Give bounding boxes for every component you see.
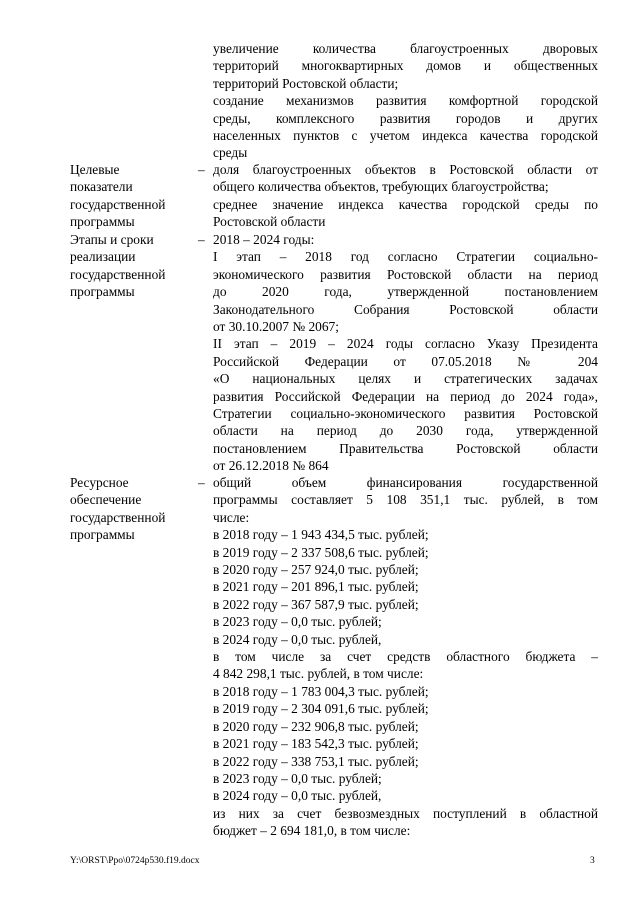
text-line: в 2022 году – 367 587,9 тыс. рублей; bbox=[213, 596, 419, 612]
text-line: Ростовской области bbox=[213, 214, 326, 230]
text-line: 2018 – 2024 годы: bbox=[213, 232, 315, 247]
text-line: до 2020 года, утвержденной постановлением bbox=[213, 284, 598, 300]
text-line: II этап – 2019 – 2024 годы согласно Указу Президента bbox=[213, 336, 598, 352]
section-dash: – bbox=[198, 232, 205, 247]
section-label: Этапы и сроки реализации государственной программы bbox=[70, 232, 166, 300]
text-line: населенных пунктов с учетом индекса качества городской bbox=[213, 128, 598, 144]
text-line: развития Российской Федерации на период до 2024 года», bbox=[213, 388, 598, 404]
text-line: увеличение количества благоустроенных дворовых bbox=[213, 41, 598, 56]
text-line: в 2018 году – 1 783 004,3 тыс. рублей; bbox=[213, 683, 429, 699]
text-line: «О национальных целях и стратегических задачах bbox=[213, 371, 598, 387]
section-label: Целевые показатели государственной программы bbox=[70, 162, 166, 230]
section-text bbox=[213, 161, 598, 231]
text-line: общий объем финансирования государственной bbox=[213, 475, 598, 490]
text-line: Законодательного Собрания Ростовской области bbox=[213, 301, 598, 317]
text-line: числе: bbox=[213, 509, 250, 525]
text-line: в 2023 году – 0,0 тыс. рублей; bbox=[213, 770, 382, 786]
section-dash: – bbox=[198, 475, 205, 490]
text-line: среднее значение индекса качества городской среды по bbox=[213, 196, 598, 212]
text-line: бюджет – 2 694 181,0, в том числе: bbox=[213, 823, 411, 839]
text-line: в 2019 году – 2 337 508,6 тыс. рублей; bbox=[213, 544, 429, 560]
text-line: в 2023 году – 0,0 тыс. рублей; bbox=[213, 614, 382, 630]
goals-continuation-text bbox=[213, 40, 598, 162]
text-line: программы составляет 5 108 351,1 тыс. рублей, в том bbox=[213, 492, 598, 508]
text-line: создание механизмов развития комфортной городской bbox=[213, 93, 598, 109]
text-line: доля благоустроенных объектов в Ростовской области от bbox=[213, 162, 598, 177]
text-line: постановлением Правительства Ростовской области bbox=[213, 440, 598, 456]
text-line: в 2019 году – 2 304 091,6 тыс. рублей; bbox=[213, 701, 429, 717]
text-line: территорий Ростовской области; bbox=[213, 75, 399, 91]
text-line: из них за счет безвозмездных поступлений в областной bbox=[213, 805, 598, 821]
text-line: в 2020 году – 232 906,8 тыс. рублей; bbox=[213, 718, 419, 734]
text-line: Стратегии социально-экономического развития Ростовской bbox=[213, 406, 598, 422]
text-line: среды, комплексного развития городов и других bbox=[213, 110, 598, 126]
footer-file-path: Y:\ORST\Ppo\0724p530.f19.docx bbox=[70, 856, 200, 866]
text-line: в 2024 году – 0,0 тыс. рублей, bbox=[213, 788, 382, 804]
text-line: среды bbox=[213, 145, 248, 161]
section-text bbox=[213, 474, 598, 840]
text-line: от 26.12.2018 № 864 bbox=[213, 458, 329, 474]
text-line: в 2021 году – 201 896,1 тыс. рублей; bbox=[213, 579, 419, 595]
text-line: в том числе за счет средств областного бюджета – bbox=[213, 649, 598, 665]
section-text bbox=[213, 231, 598, 475]
text-line: общего количества объектов, требующих благоустройства; bbox=[213, 179, 549, 195]
section-dash: – bbox=[198, 162, 205, 177]
text-line: области на период до 2030 года, утвержденной bbox=[213, 423, 598, 439]
section-label: Ресурсное обеспечение государственной программы bbox=[70, 475, 166, 543]
text-line: в 2020 году – 257 924,0 тыс. рублей; bbox=[213, 562, 419, 578]
text-line: в 2022 году – 338 753,1 тыс. рублей; bbox=[213, 753, 419, 769]
text-line: в 2024 году – 0,0 тыс. рублей, bbox=[213, 631, 382, 647]
text-line: в 2021 году – 183 542,3 тыс. рублей; bbox=[213, 736, 419, 752]
text-line: в 2018 году – 1 943 434,5 тыс. рублей; bbox=[213, 527, 429, 543]
text-line: 4 842 298,1 тыс. рублей, в том числе: bbox=[213, 666, 424, 682]
text-line: от 30.10.2007 № 2067; bbox=[213, 319, 339, 335]
text-line: I этап – 2018 год согласно Стратегии социально- bbox=[213, 249, 598, 265]
text-line: Российской Федерации от 07.05.2018 № 204 bbox=[213, 353, 598, 369]
text-line: территорий многоквартирных домов и общественных bbox=[213, 58, 598, 74]
footer-page-number: 3 bbox=[590, 856, 595, 866]
text-line: экономического развития Ростовской области на период bbox=[213, 266, 598, 282]
